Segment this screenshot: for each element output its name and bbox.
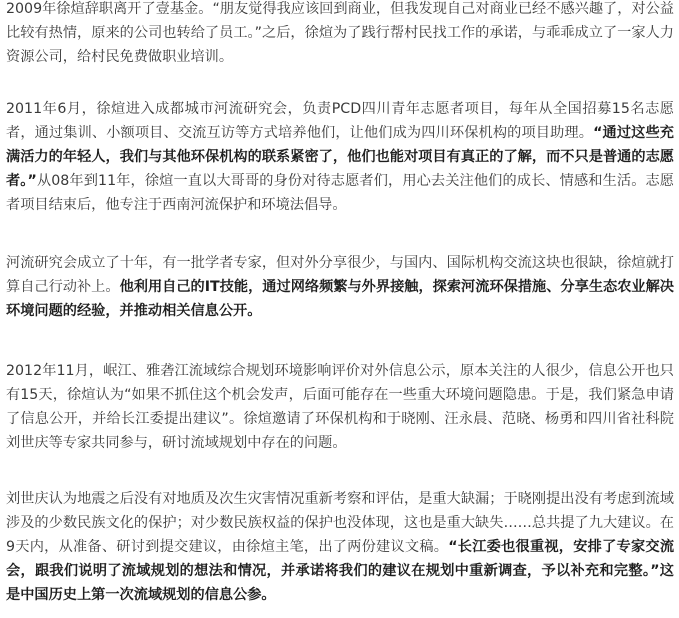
paragraph-4 — [6, 359, 674, 455]
paragraph-5 — [6, 487, 674, 607]
paragraph-2-text-a: 2011年6月，徐煊进入成都城市河流研究会，负责PCD四川青年志愿者项目，每年从全国招募15名志愿者，通过集训、小额项目、交流互访等方式培养他们，让他们成为四川环保机构的项目助理。 — [6, 101, 674, 141]
paragraph-3 — [6, 251, 674, 323]
paragraph-4-text: 2012年11月，岷江、雅砻江流域综合规划环境影响评价对外信息公示，原本关注的人很少，信息公开也只有15天，徐煊认为“如果不抓住这个机会发声，后面可能存在一些重大环境问题隐患。于是，我们紧急申请了信息公开，并给长江委提出建议”。徐煊邀请了环保机构和于晓刚、汪永晨、范晓、杨勇和四川省社科院刘世庆等专家共同参与，研讨流域规划中存在的问题。 — [6, 363, 674, 451]
paragraph-2-text-b: 从08年到11年，徐煊一直以大哥哥的身份对待志愿者们，用心去关注他们的成长、情感和生活。志愿者项目结束后，他专注于西南河流保护和环境法倡导。 — [6, 173, 674, 213]
paragraph-5-quote: “长江委也很重视，安排了专家交流会，跟我们说明了流域规划的想法和情况，并承诺将我们的建议在规划中重新调查，予以补充和完整。”这是中国历史上第一次流域规划的信息公参。 — [6, 539, 675, 603]
paragraph-1-text: 2009年徐煊辞职离开了壹基金。“朋友觉得我应该回到商业，但我发现自己对商业已经不感兴趣了，对公益比较有热情，原来的公司也转给了员工。”之后，徐煊为了践行帮村民找工作的承诺，与乖乖成立了一家人力资源公司，给村民免费做职业培训。 — [6, 1, 674, 65]
paragraph-2 — [6, 97, 674, 217]
paragraph-5-text: 刘世庆认为地震之后没有对地质及次生灾害情况重新考察和评估，是重大缺漏；于晓刚提出没有考虑到流域涉及的少数民族文化的保护；对少数民族权益的保护也没体现，这也是重大缺失……总共提了九大建议。在9天内，从准备、研讨到提交建议，由徐煊主笔，出了两份建议文稿。 — [6, 491, 674, 555]
paragraph-1 — [6, 0, 674, 69]
paragraph-3-text: 河流研究会成立了十年，有一批学者专家，但对外分享很少，与国内、国际机构交流这块也很缺，徐煊就打算自己行动补上。 — [6, 255, 674, 295]
paragraph-3-bold: 他利用自己的IT技能，通过网络频繁与外界接触，探索河流环保措施、分享生态农业解决环境问题的经验，并推动相关信息公开。 — [6, 279, 674, 319]
paragraph-2-quote: “通过这些充满活力的年轻人，我们与其他环保机构的联系紧密了，他们也能对项目有真正的了解，而不只是普通的志愿者。” — [6, 125, 674, 189]
